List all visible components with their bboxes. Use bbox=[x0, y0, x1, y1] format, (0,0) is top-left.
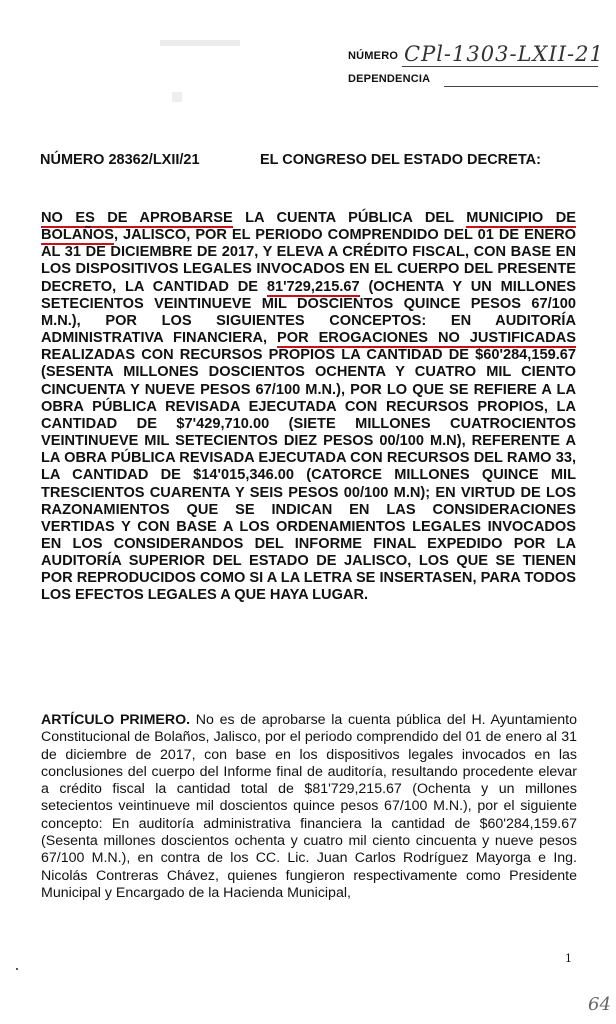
underlined-phrase: NO ES DE APROBARSE bbox=[41, 210, 233, 226]
numero-line bbox=[402, 66, 598, 67]
dependencia-line bbox=[444, 86, 598, 87]
faint-scan-mark bbox=[172, 92, 182, 102]
page-number: 1 bbox=[565, 952, 572, 965]
decree-paragraph bbox=[41, 210, 576, 605]
decree-title: EL CONGRESO DEL ESTADO DECRETA: bbox=[260, 152, 541, 168]
dependencia-label: DEPENDENCIA bbox=[348, 73, 431, 85]
article-primero bbox=[41, 712, 577, 902]
faint-scan-mark bbox=[160, 40, 240, 46]
decree-text: REALIZADAS CON RECURSOS PROPIOS LA CANTIDAD DE $60'284,159.67 (SESENTA MILLONES DOSCIENTOS OCHENTA Y CUATRO MIL CIENTO CINCUENTA Y NUEVE PESOS 67/100 M.N.), POR LO QUE SE REFIERE A LA OBRA PÚBLICA REVISADA EJECUTADA CON RECURSOS PROPIOS, LA CANTIDAD DE $7'429,710.00 (SIETE MILLONES CUATROCIENTOS VEINTINUEVE MIL SETECIENTOS DIEZ PESOS 00/100 M.N), REFERENTE A LA OBRA PÚBLICA REVISADA EJECUTADA CON RECURSOS DEL RAMO 33, LA CANTIDAD DE $14'015,346.00 (CATORCE MILLONES QUINCE MIL TRESCIENTOS CUARENTA Y SEIS PESOS 00/100 M.N); EN VIRTUD DE LOS RAZONAMIENTOS QUE SE INDICAN EN LAS CONSIDERACIONES VERTIDAS Y CON BASE A LOS ORDENAMIENTOS LEGALES INVOCADOS EN LOS CONSIDERANDOS DEL INFORME FINAL EXPEDIDO POR LA AUDITORÍA SUPERIOR DEL ESTADO DE JALISCO, LOS QUE SE TIENEN POR REPRODUCIDOS COMO SI A LA LETRA SE INSERTASEN, PARA TODOS LOS EFECTOS LEGALES A QUE HAYA LUGAR. bbox=[41, 347, 576, 604]
corner-handwritten-mark: 64 bbox=[588, 994, 611, 1015]
numero-handwritten: CPl-1303-LXII-21 bbox=[404, 42, 604, 66]
decree-heading bbox=[40, 152, 580, 168]
underlined-phrase: MUNICIPIO DE BOLAÑOS bbox=[41, 210, 576, 244]
decree-text: LA CUENTA PÚBLICA DEL bbox=[232, 210, 467, 226]
article-heading: ARTÍCULO PRIMERO. bbox=[41, 712, 191, 728]
scan-dot bbox=[16, 968, 18, 970]
numero-label: NÚMERO bbox=[348, 50, 399, 62]
decree-text: (OCHENTA Y UN MILLONES SETECIENTOS VEINTINUEVE MIL DOSCIENTOS QUINCE PESOS 67/100 M.N.), POR LOS SIGUIENTES CONCEPTOS: EN AUDITORÍA ADMINISTRATIVA FINANCIERA, bbox=[41, 278, 577, 347]
decree-number: NÚMERO 28362/LXII/21 bbox=[40, 152, 200, 168]
article-text: No es de aprobarse la cuenta pública del H. Ayuntamiento Constitucional de Bolaños, Jalisco, por el periodo comprendido del 01 de enero al 31 de diciembre de 2017, con base en los dispositivos legales invocados en las conclusiones del cuerpo del Informe final de auditoría, resultando procedente elevar a crédito fiscal la cantidad total de $81'729,215.67 (Ochenta y un millones setecientos veintinueve mil doscientos quince pesos 67/100 M.N.), por el siguiente concepto: En auditoría administrativa financiera la cantidad de $60'284,159.67 (Sesenta millones doscientos ochenta y cuatro mil ciento cincuenta y nueve pesos 67/100 M.N.), en contra de los CC. Lic. Juan Carlos Rodríguez Mayorga e Ing. Nicolás Contreras Chávez, quienes fungieron respectivamente como Presidente Municipal y Encargado de la Hacienda Municipal, bbox=[41, 712, 578, 901]
underlined-amount: 81'729,215.67 bbox=[266, 278, 360, 295]
underlined-phrase: POR EROGACIONES NO JUSTIFICADAS bbox=[277, 330, 576, 347]
decree-text: , JALISCO, POR EL PERIODO COMPRENDIDO DEL 01 DE ENERO AL 31 DE DICIEMBRE DE 2017, Y ELEVA A CRÉDITO FISCAL, CON BASE EN LOS DISPOSITIVOS LEGALES INVOCADOS EN EL CUERPO DEL PRESENTE DECRETO, LA CANTIDAD DE bbox=[41, 227, 576, 295]
